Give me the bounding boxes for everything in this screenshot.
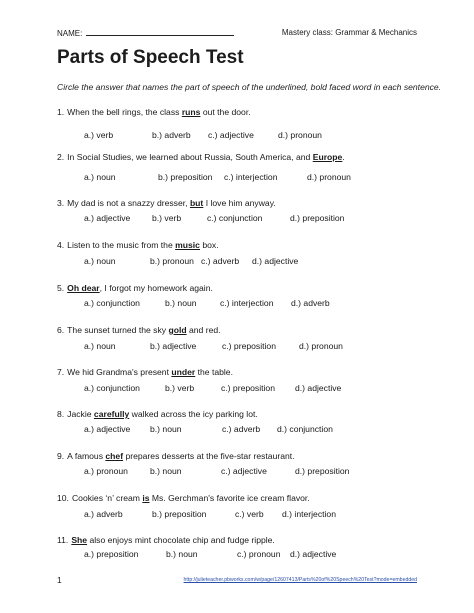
question-text-before: My dad is not a snazzy dresser,	[67, 198, 190, 208]
question-5	[57, 283, 213, 293]
answer-option[interactable]: b.) verb	[152, 213, 182, 223]
answer-options	[0, 298, 474, 310]
page-title: Parts of Speech Test	[57, 47, 244, 68]
answer-options	[0, 172, 474, 184]
question-text-after: prepares desserts at the five-star restaurant.	[123, 451, 295, 461]
answer-options	[0, 509, 474, 521]
question-text-before: When the bell rings, the class	[67, 107, 182, 117]
answer-option[interactable]: a.) noun	[84, 172, 116, 182]
question-text-after: also enjoys mint chocolate chip and fudge ripple.	[87, 535, 275, 545]
question-number: 4.	[57, 240, 65, 250]
answer-options	[0, 549, 474, 561]
name-blank-line	[86, 28, 234, 36]
class-header: Mastery class: Grammar & Mechanics	[281, 28, 417, 37]
answer-option[interactable]: c.) verb	[235, 509, 264, 519]
answer-option[interactable]: c.) preposition	[221, 383, 275, 393]
question-8	[57, 409, 258, 419]
answer-option[interactable]: a.) conjunction	[84, 383, 140, 393]
answer-option[interactable]: a.) verb	[84, 130, 114, 140]
question-text-before: Cookies ‘n’ cream	[71, 493, 143, 503]
answer-option[interactable]: b.) noun	[150, 424, 182, 434]
source-url-link[interactable]: http://julieteacher.pbworks.com/w/page/12607413/Parts%20of%20Speech%20Test?mode=embedded	[183, 577, 417, 583]
answer-option[interactable]: b.) noun	[150, 466, 182, 476]
answer-options	[0, 213, 474, 225]
answer-option[interactable]: d.) preposition	[290, 213, 345, 223]
answer-option[interactable]: d.) adjective	[295, 383, 342, 393]
question-text-after: box.	[199, 240, 219, 250]
question-text-after: , I forgot my homework again.	[99, 283, 213, 293]
answer-option[interactable]: b.) adjective	[150, 341, 197, 351]
answer-options	[0, 256, 474, 268]
answer-option[interactable]: a.) adverb	[84, 509, 123, 519]
answer-option[interactable]: d.) pronoun	[299, 341, 343, 351]
answer-option[interactable]: a.) conjunction	[84, 298, 140, 308]
answer-option[interactable]: c.) pronoun	[237, 549, 281, 559]
answer-option[interactable]: b.) adverb	[152, 130, 191, 140]
target-word: chef	[105, 451, 124, 461]
question-text-after: out the door.	[200, 107, 251, 117]
answer-option[interactable]: a.) pronoun	[84, 466, 128, 476]
target-word: runs	[181, 107, 201, 117]
question-text-before: In Social Studies, we learned about Russia, South America, and	[67, 152, 313, 162]
target-word: Oh dear	[67, 283, 100, 293]
instructions: Circle the answer that names the part of speech of the underlined, bold faced word in each sentence.	[57, 82, 442, 92]
answer-option[interactable]: b.) preposition	[158, 172, 213, 182]
question-3	[57, 198, 276, 208]
target-word: carefully	[93, 409, 130, 419]
answer-option[interactable]: d.) pronoun	[278, 130, 322, 140]
question-text-before: We hid Grandma's present	[67, 367, 172, 377]
question-number: 1.	[57, 107, 65, 117]
answer-option[interactable]: c.) preposition	[222, 341, 276, 351]
question-number: 8.	[57, 409, 65, 419]
target-word: Europe	[312, 152, 343, 162]
question-1	[57, 107, 251, 117]
answer-option[interactable]: d.) adjective	[290, 549, 337, 559]
answer-option[interactable]: c.) adverb	[201, 256, 240, 266]
answer-option[interactable]: c.) adjective	[208, 130, 254, 140]
answer-option[interactable]: d.) preposition	[295, 466, 350, 476]
target-word: is	[142, 493, 150, 503]
answer-option[interactable]: b.) pronoun	[150, 256, 194, 266]
page-number: 1	[57, 575, 62, 585]
answer-option[interactable]: a.) adjective	[84, 424, 131, 434]
question-number: 3.	[57, 198, 65, 208]
question-7	[57, 367, 233, 377]
target-word: music	[175, 240, 200, 250]
question-10	[57, 493, 310, 503]
question-text-after: walked across the icy parking lot.	[129, 409, 258, 419]
answer-option[interactable]: a.) adjective	[84, 213, 131, 223]
name-label: NAME:	[57, 29, 83, 38]
question-4	[57, 240, 219, 250]
answer-option[interactable]: d.) pronoun	[307, 172, 351, 182]
answer-option[interactable]: a.) noun	[84, 256, 116, 266]
question-9	[57, 451, 295, 461]
question-number: 2.	[57, 152, 65, 162]
answer-option[interactable]: c.) adjective	[221, 466, 267, 476]
question-number: 10.	[57, 493, 69, 503]
answer-option[interactable]: b.) verb	[165, 383, 195, 393]
question-text-before: A famous	[67, 451, 106, 461]
question-number: 11.	[57, 535, 69, 545]
target-word: under	[171, 367, 196, 377]
answer-option[interactable]: d.) interjection	[282, 509, 336, 519]
question-text-before: Jackie	[67, 409, 94, 419]
answer-option[interactable]: a.) preposition	[84, 549, 139, 559]
answer-option[interactable]: d.) adverb	[291, 298, 330, 308]
answer-option[interactable]: b.) noun	[166, 549, 198, 559]
question-text-after: the table.	[195, 367, 233, 377]
question-text-after: and red.	[186, 325, 221, 335]
question-number: 6.	[57, 325, 65, 335]
answer-options	[0, 341, 474, 353]
target-word: gold	[168, 325, 187, 335]
question-number: 7.	[57, 367, 65, 377]
answer-option[interactable]: c.) interjection	[224, 172, 278, 182]
answer-option[interactable]: d.) adjective	[252, 256, 299, 266]
answer-options	[0, 383, 474, 395]
answer-options	[0, 130, 474, 142]
answer-option[interactable]: b.) preposition	[152, 509, 207, 519]
question-number: 5.	[57, 283, 65, 293]
answer-options	[0, 466, 474, 478]
answer-option[interactable]: c.) conjunction	[207, 213, 263, 223]
question-text-after: Ms. Gerchman's favorite ice cream flavor.	[149, 493, 310, 503]
question-2	[57, 152, 345, 162]
answer-option[interactable]: d.) conjunction	[277, 424, 333, 434]
target-word: but	[189, 198, 204, 208]
answer-option[interactable]: a.) noun	[84, 341, 116, 351]
answer-option[interactable]: c.) adverb	[222, 424, 261, 434]
question-text-before: Listen to the music from the	[67, 240, 176, 250]
name-header	[57, 28, 234, 38]
question-text-after: I love him anyway.	[203, 198, 276, 208]
question-11	[57, 535, 275, 545]
target-word: She	[71, 535, 88, 545]
question-number: 9.	[57, 451, 65, 461]
question-6	[57, 325, 221, 335]
question-text-before: The sunset turned the sky	[67, 325, 169, 335]
answer-option[interactable]: b.) noun	[165, 298, 197, 308]
question-text-after: .	[342, 152, 345, 162]
answer-options	[0, 424, 474, 436]
answer-option[interactable]: c.) interjection	[220, 298, 274, 308]
